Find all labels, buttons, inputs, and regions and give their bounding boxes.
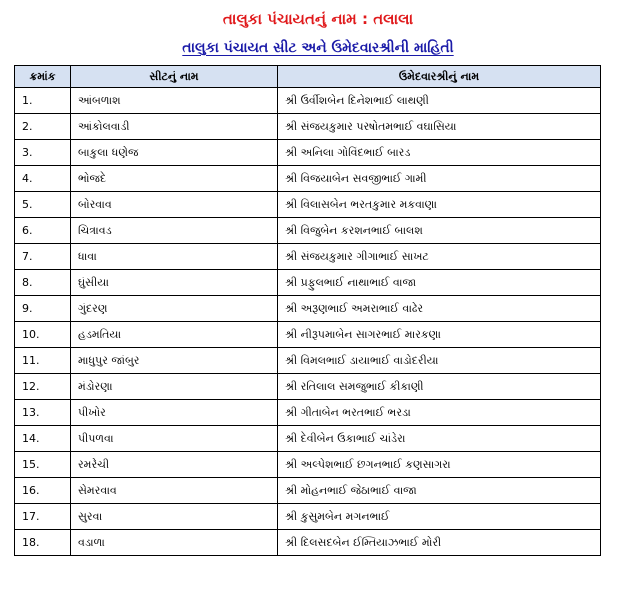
candidate-cell: શ્રી અરૂણભાઈ અમરાભાઈ વાઢેર	[278, 296, 601, 322]
table-row	[15, 322, 601, 348]
seat-cell: બોરવાવ	[71, 192, 278, 218]
seat-cell: ચિત્રાવડ	[71, 218, 278, 244]
table-row	[15, 504, 601, 530]
serial-cell: 5.	[15, 192, 71, 218]
table-row	[15, 244, 601, 270]
serial-cell: 11.	[15, 348, 71, 374]
seat-cell: ગુંદરણ	[71, 296, 278, 322]
seat-cell: પીખોર	[71, 400, 278, 426]
seat-cell: સેમરવાવ	[71, 478, 278, 504]
serial-cell: 17.	[15, 504, 71, 530]
seat-cell: ભોજદે	[71, 166, 278, 192]
candidate-cell: શ્રી નીરૂપમાબેન સાગરભાઈ મારકણા	[278, 322, 601, 348]
page-subtitle: તાલુકા પંચાયત સીટ અને ઉમેદવારશ્રીની માહિતી	[182, 40, 454, 56]
serial-cell: 13.	[15, 400, 71, 426]
seat-cell: હડમતિયા	[71, 322, 278, 348]
seat-cell: આંબળાશ	[71, 88, 278, 114]
table-row	[15, 140, 601, 166]
table-row	[15, 426, 601, 452]
candidate-cell: શ્રી વિલાસબેન ભરતકુમાર મકવાણા	[278, 192, 601, 218]
serial-cell: 2.	[15, 114, 71, 140]
serial-cell: 18.	[15, 530, 71, 556]
serial-cell: 3.	[15, 140, 71, 166]
table-row	[15, 374, 601, 400]
table-row	[15, 530, 601, 556]
seat-cell: રમરેચી	[71, 452, 278, 478]
candidate-cell: શ્રી અનિલા ગોવિંદભાઈ બારડ	[278, 140, 601, 166]
candidate-cell: શ્રી ઉર્વીશબેન દિનેશભાઈ લાથણી	[278, 88, 601, 114]
table-row	[15, 114, 601, 140]
serial-cell: 8.	[15, 270, 71, 296]
table-row	[15, 270, 601, 296]
page-title: તાલુકા પંચાયતનું નામ : તલાલા	[222, 10, 414, 28]
table-row	[15, 218, 601, 244]
column-header-serial: ક્રમાંક	[15, 66, 71, 88]
serial-cell: 4.	[15, 166, 71, 192]
seat-cell: ધાવા	[71, 244, 278, 270]
serial-cell: 1.	[15, 88, 71, 114]
table-row	[15, 452, 601, 478]
seat-cell: આંકોલવાડી	[71, 114, 278, 140]
table-row	[15, 192, 601, 218]
column-header-candidate: ઉમેદવારશ્રીનું નામ	[278, 66, 601, 88]
seat-cell: ઘુંસીયા	[71, 270, 278, 296]
serial-cell: 12.	[15, 374, 71, 400]
candidate-cell: શ્રી પ્રફુલભાઈ નાથાભાઈ વાજા	[278, 270, 601, 296]
candidate-cell: શ્રી વિજુબેન કરશનભાઈ બાલશ	[278, 218, 601, 244]
table-row	[15, 400, 601, 426]
seat-cell: માધુપુર જાંબુર	[71, 348, 278, 374]
candidate-cell: શ્રી રતિલાલ સમજુભાઈ કીકાણી	[278, 374, 601, 400]
table-row	[15, 478, 601, 504]
table-row	[15, 88, 601, 114]
candidate-cell: શ્રી મોહનભાઈ જેઠાભાઈ વાજા	[278, 478, 601, 504]
seat-cell: વડાળા	[71, 530, 278, 556]
candidate-cell: શ્રી વિમલભાઈ ડાયાભાઈ વાડોદરીયા	[278, 348, 601, 374]
candidate-cell: શ્રી ગીતાબેન ભરતભાઈ ભરડા	[278, 400, 601, 426]
serial-cell: 10.	[15, 322, 71, 348]
seat-cell: સુરવા	[71, 504, 278, 530]
serial-cell: 16.	[15, 478, 71, 504]
candidate-cell: શ્રી દેવીબેન ઉકાભાઈ ચાંડેરા	[278, 426, 601, 452]
candidate-cell: શ્રી સંજયકુમાર પરષોતમભાઈ વઘાસિયા	[278, 114, 601, 140]
table-header-row	[15, 66, 601, 88]
column-header-seat: સીટનું નામ	[71, 66, 278, 88]
candidate-cell: શ્રી અલ્પેશભાઈ છગનભાઈ કણસાગરા	[278, 452, 601, 478]
serial-cell: 7.	[15, 244, 71, 270]
serial-cell: 14.	[15, 426, 71, 452]
candidate-cell: શ્રી સંજયકુમાર ગીગાભાઈ સાખટ	[278, 244, 601, 270]
seat-cell: પીપળવા	[71, 426, 278, 452]
candidate-cell: શ્રી કુસુમબેન મગનભાઈ	[278, 504, 601, 530]
serial-cell: 6.	[15, 218, 71, 244]
candidate-cell: શ્રી દિલસદબેન ઈમ્તિયાઝભાઈ મોરી	[278, 530, 601, 556]
table-row	[15, 166, 601, 192]
serial-cell: 15.	[15, 452, 71, 478]
table-row	[15, 296, 601, 322]
table-row	[15, 348, 601, 374]
candidates-table	[14, 65, 601, 556]
serial-cell: 9.	[15, 296, 71, 322]
seat-cell: મંડોરણા	[71, 374, 278, 400]
seat-cell: બાકુલા ધણેજ	[71, 140, 278, 166]
candidate-cell: શ્રી વિજયાબેન સવજીભાઈ ગામી	[278, 166, 601, 192]
